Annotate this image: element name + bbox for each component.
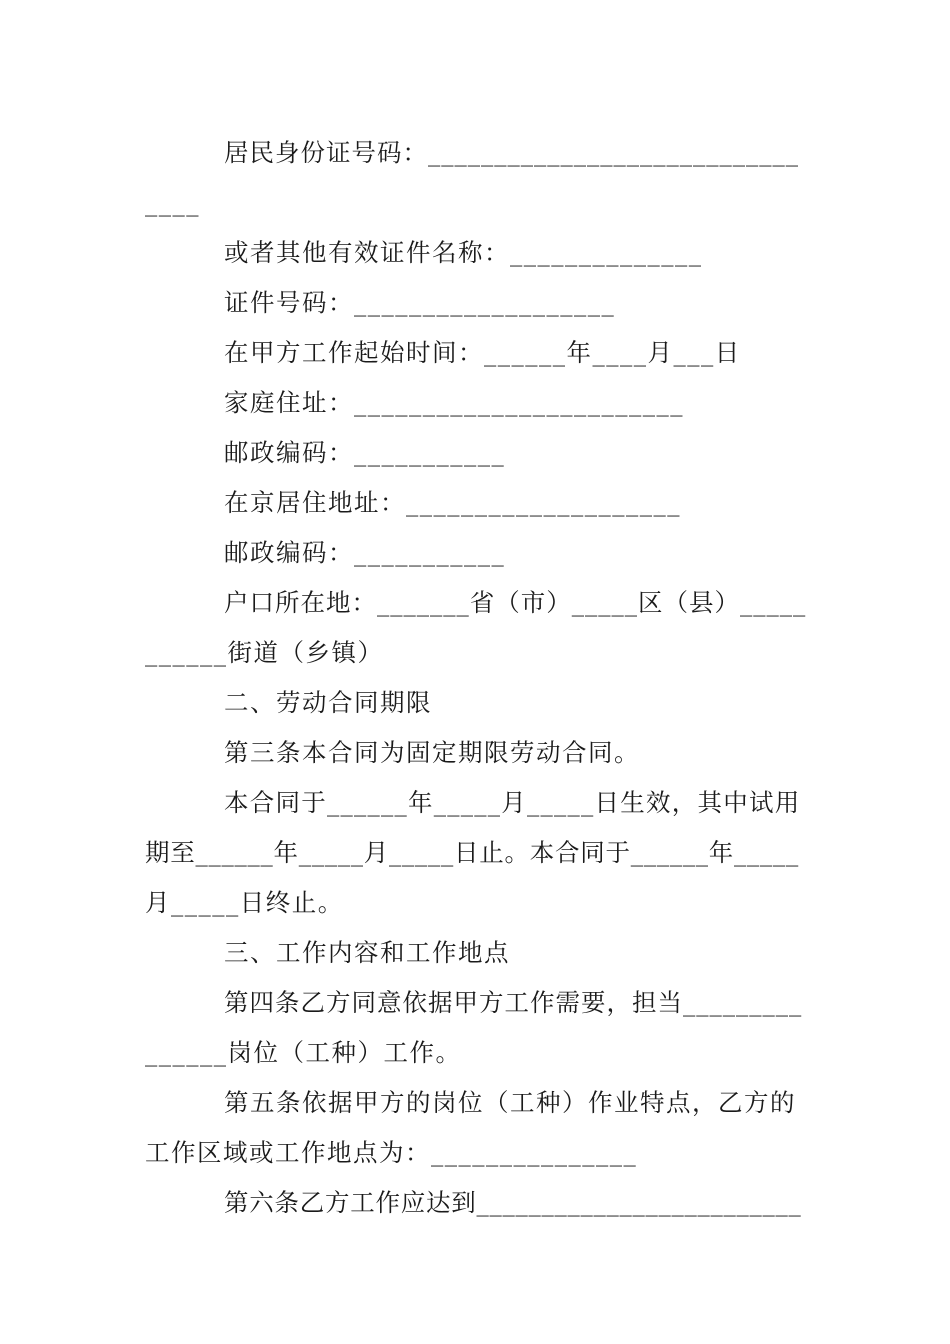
document-number-line: 证件号码：___________________ bbox=[224, 288, 616, 317]
start-date-line: 在甲方工作起始时间：______年____月___日 bbox=[224, 338, 741, 367]
article-6-line: 第六条乙方工作应达到_________________________ bbox=[224, 1188, 802, 1217]
other-id-name-line: 或者其他有效证件名称：______________ bbox=[224, 238, 703, 267]
postal-code-line: 邮政编码：___________ bbox=[224, 438, 506, 467]
id-number-line-cont: ____ bbox=[145, 188, 200, 217]
article-5-line-cont: 工作区域或工作地点为：_______________ bbox=[145, 1138, 638, 1167]
effective-date-line: 本合同于______年_____月_____日生效，其中试用 bbox=[224, 788, 801, 817]
article-4-line-cont: ______岗位（工种）工作。 bbox=[145, 1038, 462, 1067]
home-address-line: 家庭住址：________________________ bbox=[224, 388, 684, 417]
section-heading-work-content: 三、工作内容和工作地点 bbox=[224, 938, 510, 967]
id-number-line: 居民身份证号码：____________________________ bbox=[224, 138, 799, 167]
article-5-line: 第五条依据甲方的岗位（工种）作业特点，乙方的 bbox=[224, 1088, 796, 1117]
section-heading-contract-term: 二、劳动合同期限 bbox=[224, 688, 432, 717]
probation-line: 期至______年_____月_____日止。本合同于______年_____ bbox=[145, 838, 799, 867]
postal-code-line-2: 邮政编码：___________ bbox=[224, 538, 506, 567]
beijing-address-line: 在京居住地址：____________________ bbox=[224, 488, 681, 517]
article-3-line: 第三条本合同为固定期限劳动合同。 bbox=[224, 738, 640, 767]
article-4-line: 第四条乙方同意依据甲方工作需要，担当_________ bbox=[224, 988, 803, 1017]
household-registration-line-cont: ______街道（乡镇） bbox=[145, 638, 384, 667]
household-registration-line: 户口所在地：_______省（市）_____区（县）_____ bbox=[224, 588, 807, 617]
termination-line: 月_____日终止。 bbox=[145, 888, 344, 917]
